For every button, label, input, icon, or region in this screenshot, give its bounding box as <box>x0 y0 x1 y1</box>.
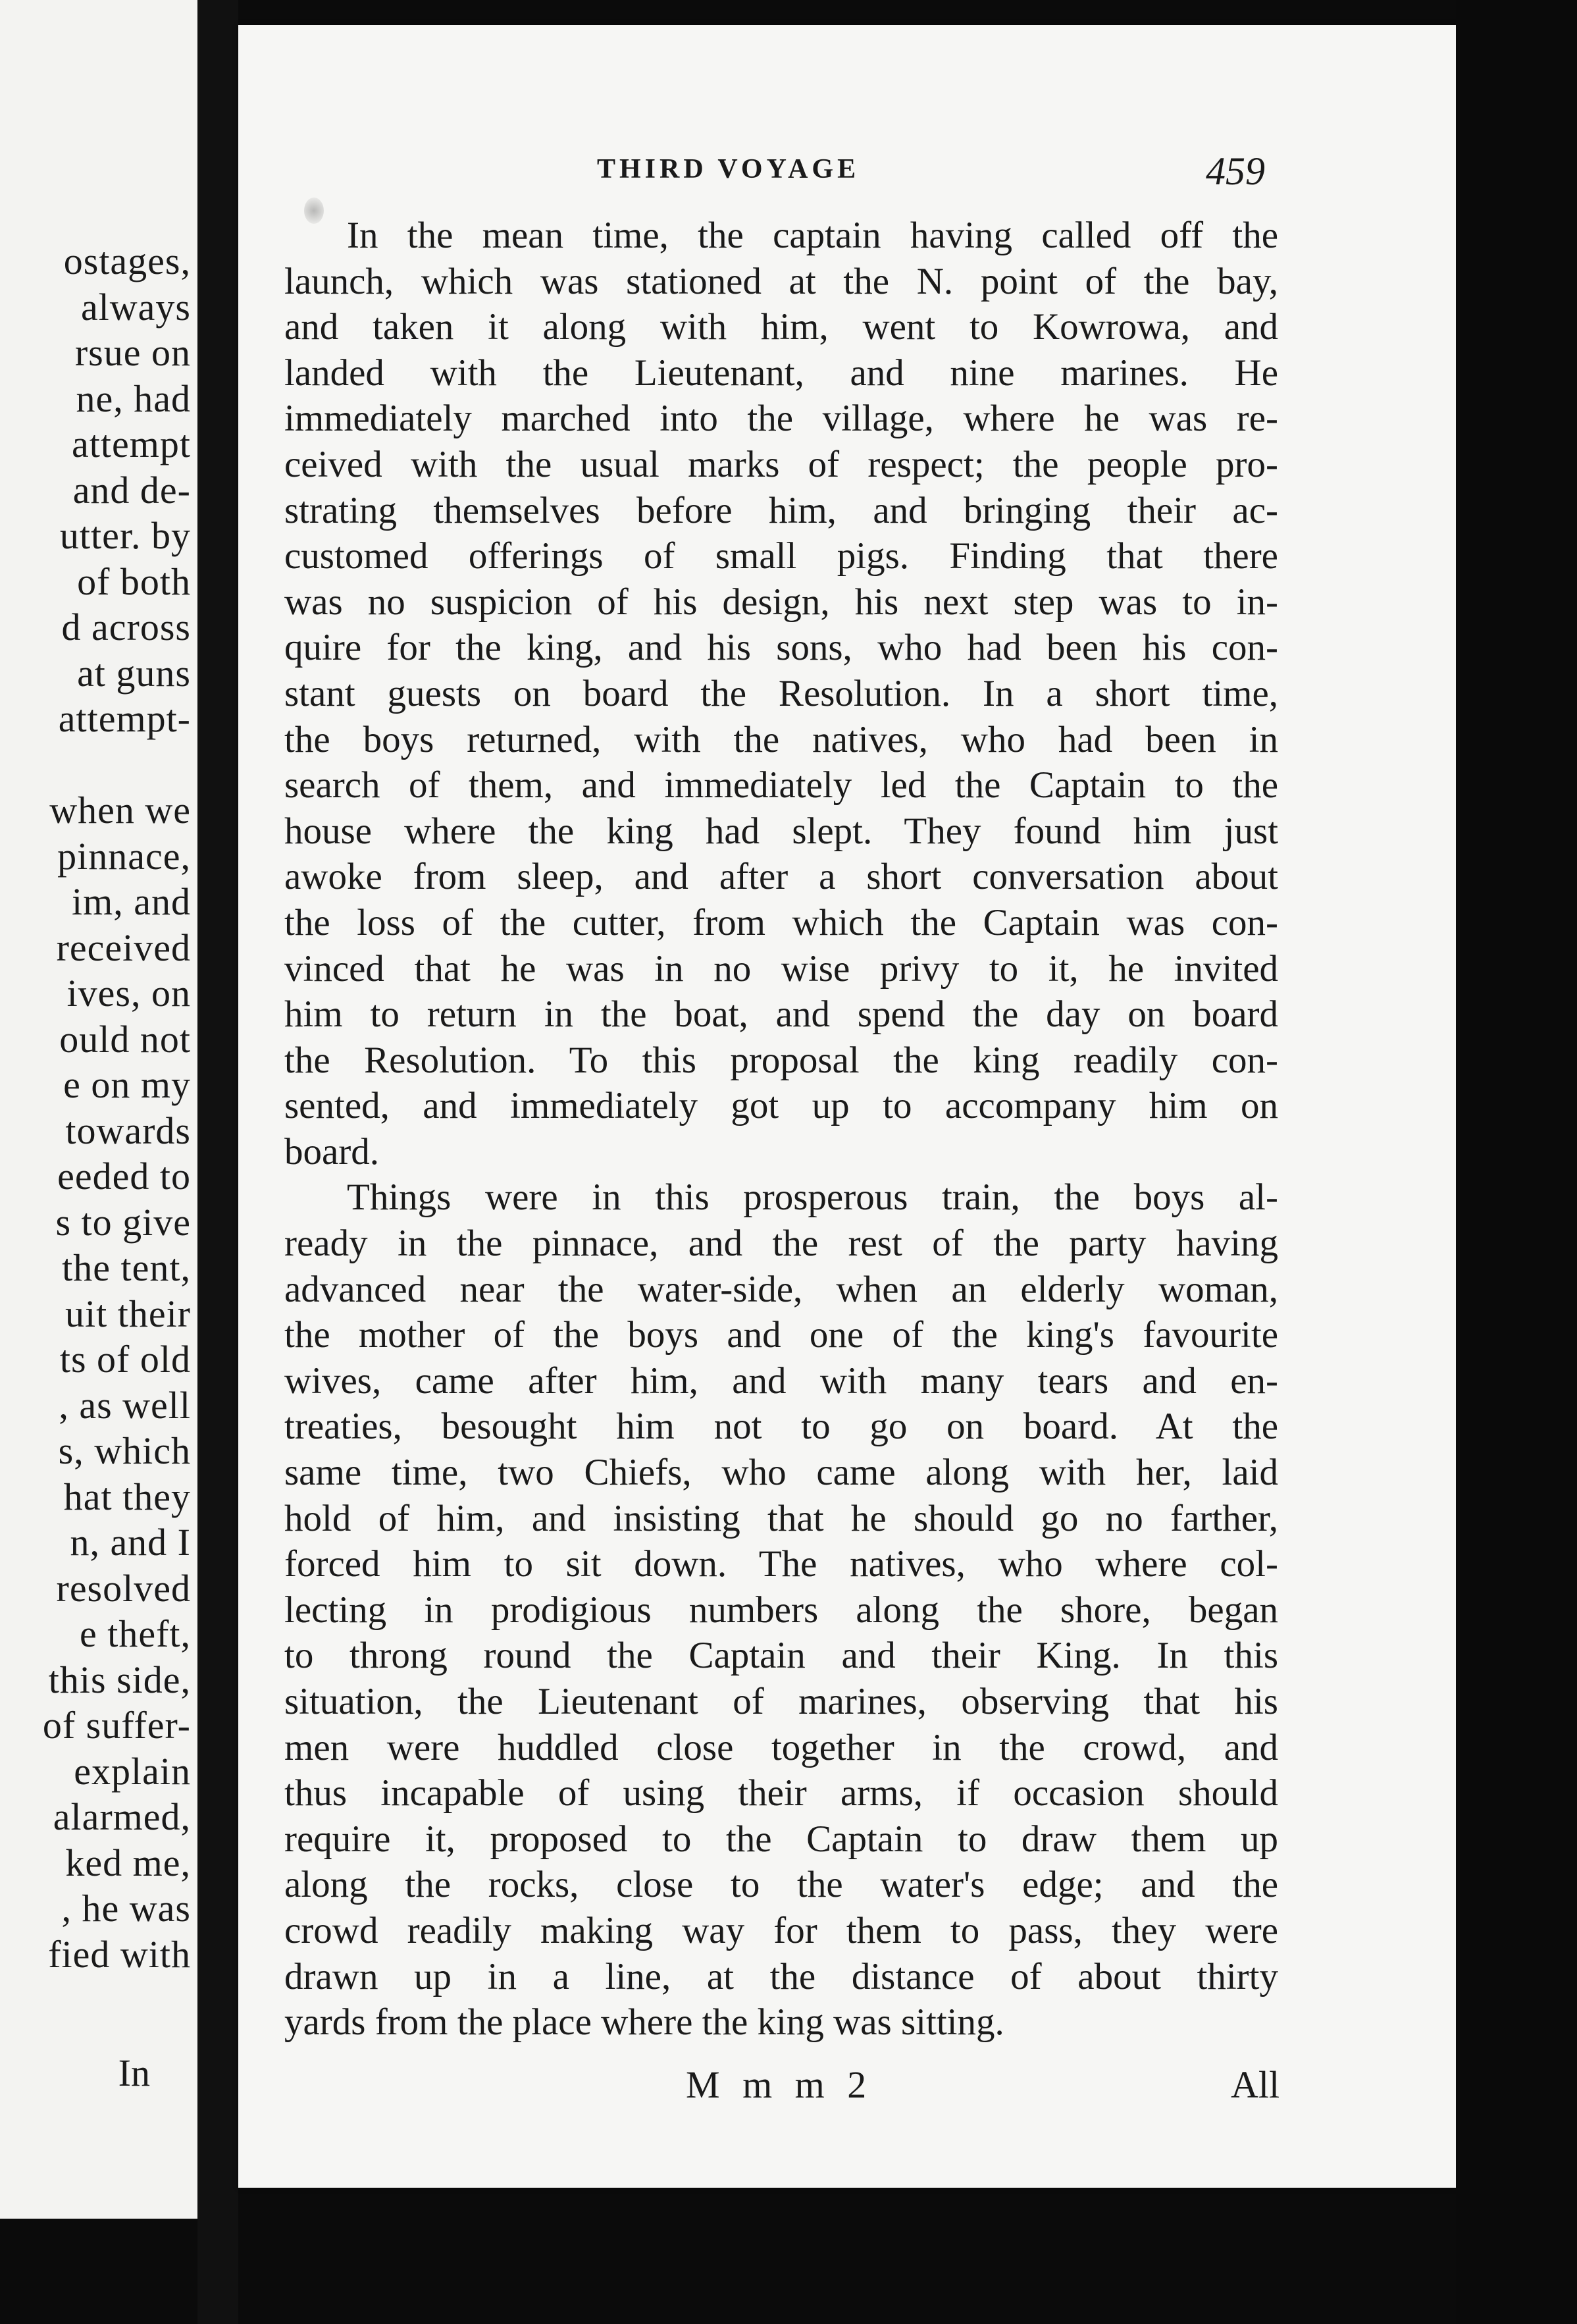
text-line: search of them, and immediately led the Captain to the <box>284 764 1278 806</box>
book-gutter <box>197 0 238 2324</box>
text-line: same time, two Chiefs, who came along with her, laid <box>284 1452 1278 1494</box>
left-line: and de- <box>72 468 191 512</box>
text-line: wives, came after him, and with many tears and en- <box>284 1360 1278 1402</box>
left-line: explain <box>74 1749 191 1793</box>
left-line: received <box>56 926 191 969</box>
text-line: In the mean time, the captain having called off the <box>347 215 1278 256</box>
left-line: d across <box>61 606 191 648</box>
text-line: the mother of the boys and one of the king's favourite <box>284 1314 1278 1356</box>
text-line: require it, proposed to the Captain to draw them up <box>284 1818 1278 1860</box>
text-line: the Resolution. To this proposal the king readily con- <box>284 1039 1278 1081</box>
scan-edge <box>1456 0 1577 2324</box>
signature-mark: M m m 2 <box>686 2063 873 2106</box>
left-page-text <box>0 238 191 1977</box>
text-line: to throng round the Captain and their King. In this <box>284 1635 1278 1677</box>
left-line: ts of old <box>59 1338 191 1381</box>
left-line: fied with <box>48 1932 191 1976</box>
left-line: of suffer- <box>42 1704 191 1747</box>
left-line: ne, had <box>76 377 191 420</box>
text-line: house where the king had slept. They found him just <box>284 810 1278 852</box>
text-line: crowd readily making way for them to pass, they were <box>284 1909 1278 1951</box>
text-line: customed offerings of small pigs. Finding that there <box>284 535 1278 577</box>
left-line: hat they <box>63 1475 191 1518</box>
page-459 <box>238 25 1456 2188</box>
left-line: towards <box>65 1109 191 1152</box>
text-line: immediately marched into the village, where he was re- <box>284 398 1278 440</box>
text-line: lecting in prodigious numbers along the shore, began <box>284 1589 1278 1631</box>
left-line: e on my <box>63 1063 191 1106</box>
left-line <box>0 742 191 788</box>
left-line: rsue on <box>74 331 191 374</box>
left-line: e theft, <box>79 1612 191 1655</box>
left-line: of both <box>77 560 191 603</box>
left-page-catchword: In <box>118 2051 150 2094</box>
text-line: board. <box>284 1130 380 1173</box>
page-number: 459 <box>1206 149 1265 193</box>
text-line: him to return in the boat, and spend the day on board <box>284 993 1278 1036</box>
text-line: men were huddled close together in the crowd, and <box>284 1726 1278 1768</box>
text-line: and taken it along with him, went to Kowrowa, and <box>284 306 1278 348</box>
text-line: hold of him, and insisting that he should go no farther, <box>284 1497 1278 1539</box>
text-line: strating themselves before him, and bringing their ac- <box>284 489 1278 531</box>
text-line: ready in the pinnace, and the rest of the party having <box>284 1223 1278 1265</box>
body-text <box>284 213 1278 2046</box>
text-line: thus incapable of using their arms, if occasion should <box>284 1772 1278 1814</box>
facing-page-left <box>0 0 197 2219</box>
text-line: launch, which was stationed at the N. point of the bay, <box>284 260 1278 302</box>
left-line: s, which <box>58 1429 191 1472</box>
left-line: utter. by <box>59 514 191 557</box>
text-line: the boys returned, with the natives, who had been in <box>284 718 1278 760</box>
left-line: resolved <box>56 1566 191 1610</box>
left-line: , as well <box>59 1383 191 1427</box>
left-line: always <box>80 285 191 329</box>
text-line: along the rocks, close to the water's edge; and the <box>284 1864 1278 1906</box>
left-line: attempt- <box>58 697 191 740</box>
text-line: quire for the king, and his sons, who had been his con- <box>284 627 1278 669</box>
left-line: uit their <box>65 1292 191 1335</box>
text-line: treaties, besought him not to go on board. At the <box>284 1406 1278 1448</box>
text-line: advanced near the water-side, when an elderly woman, <box>284 1268 1278 1310</box>
text-line: the loss of the cutter, from which the Captain was con- <box>284 901 1278 943</box>
text-line: ceived with the usual marks of respect; the people pro- <box>284 443 1278 485</box>
text-line: stant guests on board the Resolution. In a short time, <box>284 672 1278 714</box>
left-line: ould not <box>59 1017 191 1061</box>
left-line: this side, <box>48 1658 191 1701</box>
page-footer <box>238 2063 1456 2109</box>
running-title: THIRD VOYAGE <box>597 154 860 184</box>
left-line: ked me, <box>65 1841 191 1884</box>
left-line: eeded to <box>57 1155 191 1198</box>
text-line: situation, the Lieutenant of marines, observing that his <box>284 1681 1278 1722</box>
left-line: im, and <box>72 880 191 923</box>
text-line: yards from the place where the king was sitting. <box>284 2001 1004 2044</box>
text-line: awoke from sleep, and after a short conversation about <box>284 856 1278 898</box>
left-line: the tent, <box>62 1246 191 1289</box>
left-line: ives, on <box>66 972 191 1015</box>
left-line: attempt <box>72 423 191 465</box>
text-line: sented, and immediately got up to accompany him on <box>284 1085 1278 1127</box>
text-line: drawn up in a line, at the distance of about thirty <box>284 1955 1278 1997</box>
left-line: s to give <box>55 1200 191 1244</box>
text-line: forced him to sit down. The natives, who where col- <box>284 1543 1278 1585</box>
text-line: vinced that he was in no wise privy to it, he invited <box>284 947 1278 990</box>
text-line: Things were in this prosperous train, the boys al- <box>347 1176 1278 1219</box>
left-line: ostages, <box>63 240 191 282</box>
left-line: alarmed, <box>53 1795 191 1838</box>
left-line: n, and I <box>70 1521 191 1564</box>
left-line: at guns <box>77 651 191 695</box>
text-line: landed with the Lieutenant, and nine marines. He <box>284 352 1278 394</box>
left-line: pinnace, <box>57 834 191 878</box>
left-line: when we <box>49 789 191 832</box>
left-line: , he was <box>61 1887 191 1930</box>
catchword: All <box>1231 2063 1280 2106</box>
text-line: was no suspicion of his design, his next step was to in- <box>284 581 1278 623</box>
